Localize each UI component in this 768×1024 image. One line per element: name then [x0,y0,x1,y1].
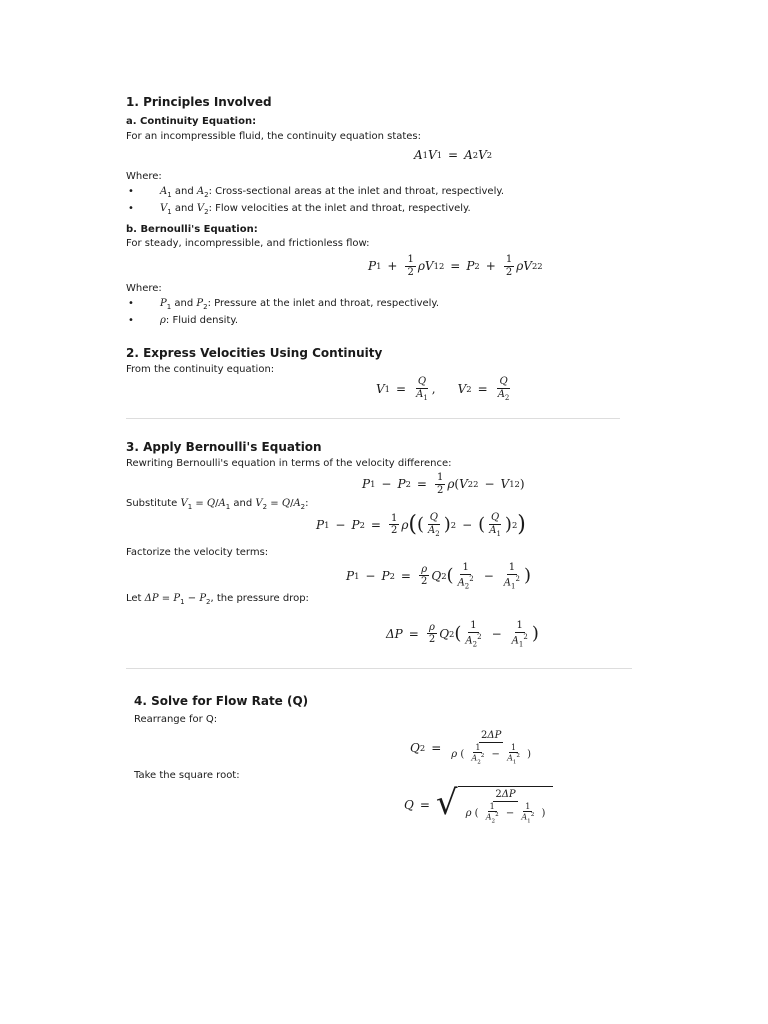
substituted-equation: P 1 − P 2 = $\frac{1}{2}$ ρ ( ( $\frac{Q}{A_2}$ ) 2 − ( $\frac{Q}{A_1}$ ) 2 ) [316,512,526,538]
bernoulli-intro: For steady, incompressible, and frictionless flow: [126,238,370,249]
list-item: • $A_1$ and $A_2$: Cross-sectional areas at the inlet and throat, respectively. [126,186,504,199]
section-3-intro: Rewriting Bernoulli's equation in terms of the velocity difference: [126,458,452,469]
list-item: • $V_1$ and $V_2$: Flow velocities at the inlet and throat, respectively. [126,203,471,216]
section-4-title: 4. Solve for Flow Rate (Q) [134,694,309,708]
bernoulli-equation: P 1 + $\frac{1}{2}$ ρV 1 2 = P 2 + $\frac{1}{2}$ ρV 2 2 [368,254,543,278]
flow-rate-equation: Q = √ 2ΔP ρ ( $\frac{1}{A_2^2}$ − $\frac{1}{A_1^2}$ ) [404,786,553,824]
continuity-subtitle: a. Continuity Equation: [126,116,257,127]
pressure-drop-equation: ΔP = $\frac{\rho}{2}$ Q 2 ( $\frac{1}{A_2^2}$ − $\frac{1}{A_1^2}$ ) [386,620,539,648]
where-label-1: Where: [126,171,162,182]
square-root-line: Take the square root: [134,770,240,781]
continuity-intro: For an incompressible fluid, the continuity equation states: [126,131,422,142]
continuity-equation: A 1 V 1 = A 2 V 2 [414,148,493,162]
section-3-title: 3. Apply Bernoulli's Equation [126,440,322,454]
divider [126,418,620,419]
let-line: Let $\Delta P = P_1 - P_2$, the pressure drop: [126,593,309,606]
section-2-title: 2. Express Velocities Using Continuity [126,346,383,360]
where-label-2: Where: [126,283,162,294]
section-1-title: 1. Principles Involved [126,95,272,109]
factorize-line: Factorize the velocity terms: [126,547,269,558]
bernoulli-subtitle: b. Bernoulli's Equation: [126,224,258,235]
substitute-line: Substitute $V_1 = Q/A_1$ and $V_2 = Q/A_2$: [126,498,309,511]
q-squared-equation: Q 2 = 2ΔP ρ ( $\frac{1}{A_2^2}$ − $\frac{1}{A_1^2}$ ) [410,730,532,765]
factorized-equation: P 1 − P 2 = $\frac{\rho}{2}$ Q 2 ( $\frac{1}{A_2^2}$ − $\frac{1}{A_1^2}$ ) [346,562,531,590]
velocity-difference-equation: P 1 − P 2 = $\frac{1}{2}$ ρ ( V 2 2 − V 1 2 ) [362,472,525,496]
section-2-intro: From the continuity equation: [126,364,275,375]
list-item: • ρ: Fluid density. [126,315,238,326]
divider [126,668,632,669]
velocity-equations: V 1 = $\frac{Q}{A_1}$ , V 2 = $\frac{Q}{A_2}$ [376,376,510,402]
rearrange-line: Rearrange for Q: [134,714,218,725]
list-item: • $P_1$ and $P_2$: Pressure at the inlet and throat, respectively. [126,298,439,311]
